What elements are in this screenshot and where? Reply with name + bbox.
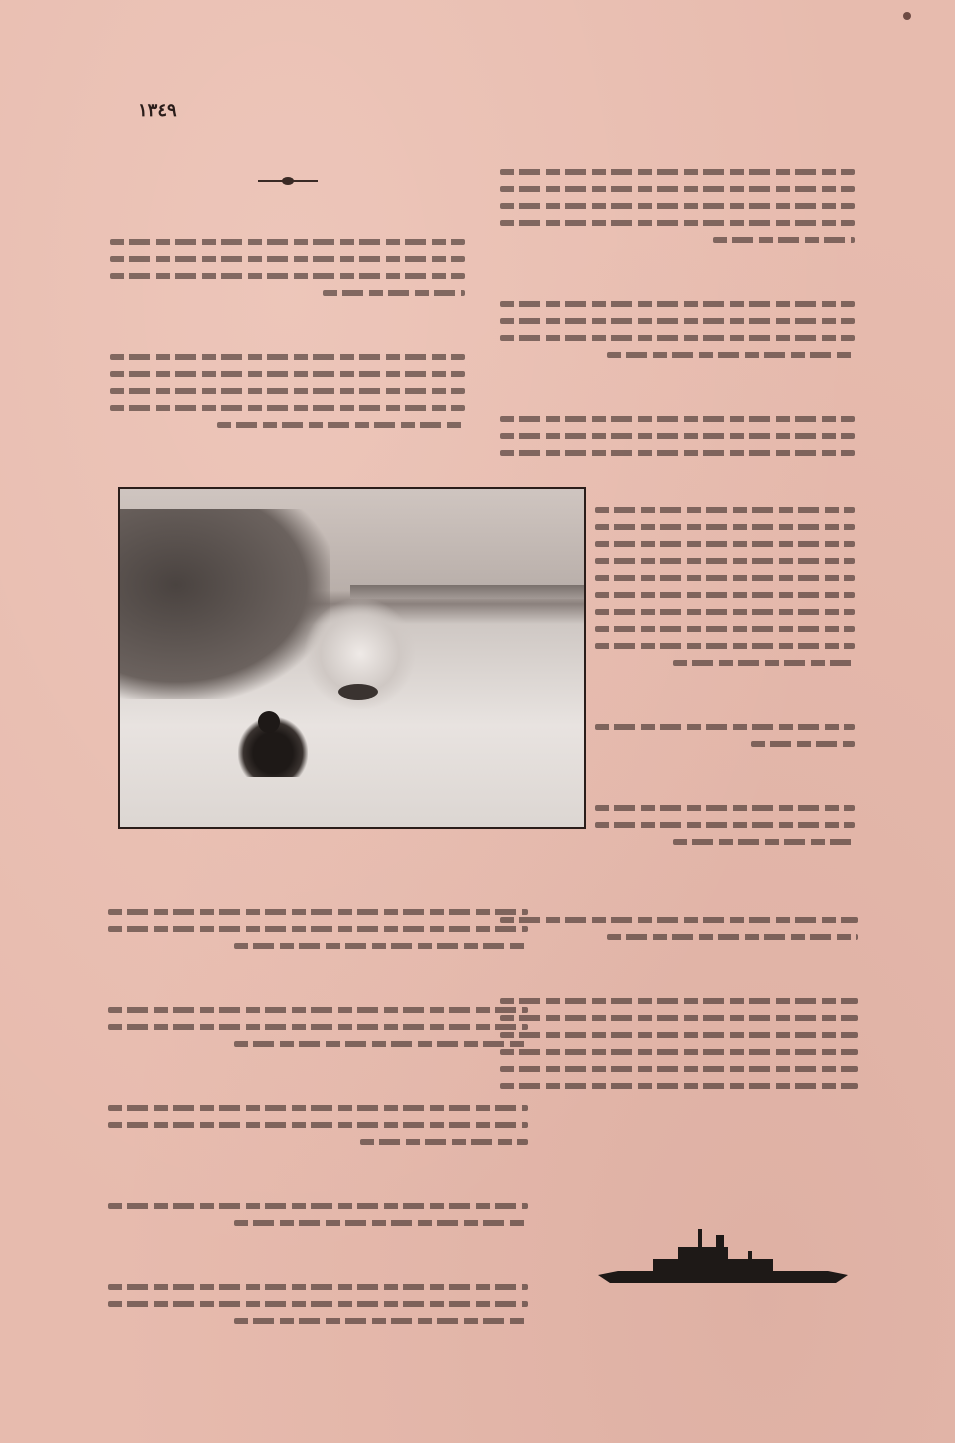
ink-spot	[903, 12, 911, 20]
page-number: ١٣٤٩	[138, 100, 177, 121]
paragraph	[500, 878, 858, 906]
paragraph	[108, 870, 528, 898]
paragraph	[595, 468, 855, 496]
paragraph	[108, 1164, 528, 1192]
battleship-silhouette-icon	[598, 1225, 848, 1287]
paragraph	[110, 200, 465, 228]
right-lower-text	[500, 878, 858, 1100]
paragraph	[500, 377, 855, 405]
flourish-divider-icon	[258, 180, 318, 182]
paragraph	[500, 959, 858, 987]
paragraph-lines	[110, 354, 465, 428]
photo-caption	[118, 837, 586, 859]
paragraph	[108, 1066, 528, 1094]
section-title	[110, 142, 465, 174]
paragraph	[595, 766, 855, 794]
war-photograph	[118, 487, 586, 829]
paragraph	[500, 262, 855, 290]
paragraph	[108, 1245, 528, 1273]
photo-figure	[118, 487, 586, 859]
right-narrow-text	[595, 468, 855, 856]
left-lower-text	[108, 870, 528, 1335]
paragraph	[110, 315, 465, 343]
paragraph	[500, 130, 855, 158]
paragraph	[595, 685, 855, 713]
left-column	[110, 138, 465, 439]
paragraph	[108, 968, 528, 996]
paragraph-lines	[110, 239, 465, 296]
right-column	[500, 130, 855, 467]
